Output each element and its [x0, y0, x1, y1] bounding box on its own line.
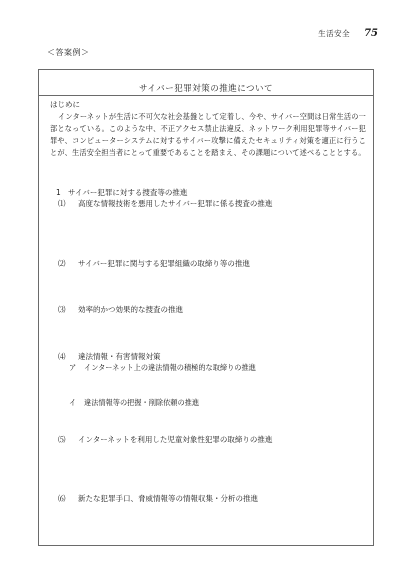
item-2-number: ⑵	[58, 259, 66, 268]
subitem-a-heading	[69, 363, 256, 373]
item-1-title: 高度な情報技術を悪用したサイバー犯罪に係る捜査の推進	[78, 199, 273, 208]
intro-heading: はじめに	[50, 100, 80, 109]
subitem-i-heading	[69, 398, 199, 408]
item-2-title: サイバー犯罪に関与する犯罪組織の取締り等の推進	[78, 259, 250, 268]
document-title: サイバー犯罪対策の推進について	[138, 84, 274, 94]
item-5-title: インターネットを利用した児童対象性犯罪の取締りの推進	[78, 435, 273, 444]
section-name: 生活安全	[318, 29, 351, 38]
item-4-number: ⑷	[58, 352, 66, 361]
item-3-number: ⑶	[58, 305, 66, 314]
section-1-heading	[56, 187, 187, 198]
item-3-title: 効率的かつ効果的な捜査の推進	[78, 305, 183, 314]
item-5-number: ⑸	[58, 435, 66, 444]
item-4-title: 違法情報・有害情報対策	[78, 352, 161, 361]
section-1-title: サイバー犯罪に対する捜査等の推進	[68, 188, 188, 197]
subitem-a-number: ア	[69, 363, 77, 372]
running-head	[318, 28, 378, 39]
subitem-i-number: イ	[69, 398, 77, 407]
title-divider	[38, 95, 374, 96]
sample-answer-label: ＜答案例＞	[47, 48, 90, 57]
section-1-number: 1	[56, 188, 61, 197]
item-4-heading	[58, 351, 161, 362]
item-6-number: ⑹	[58, 494, 66, 503]
item-6-title: 新たな犯罪手口、脅威情報等の情報収集・分析の推進	[78, 494, 258, 503]
subitem-a-title: インターネット上の違法情報の積極的な取締りの推進	[84, 363, 256, 372]
intro-paragraph: インターネットが生活に不可欠な社会基盤として定着し、今や、サイバー空間は日常生活の一部となっている。このような中、不正アクセス禁止法違反、ネットワーク利用犯罪等サイバー犯罪や、コンピューターシステムに対するサイバー攻撃に備えたセキュリティ対策を適正に行うことが、生活安全担当者にとって重要であることを踏まえ、その課題について述べることとする。	[50, 112, 366, 157]
item-3-heading	[58, 304, 183, 315]
subitem-i-title: 違法情報等の把握・削除依頼の推進	[84, 398, 200, 407]
item-6-heading	[58, 493, 258, 504]
item-5-heading	[58, 434, 272, 445]
item-2-heading	[58, 258, 250, 269]
page-number: 75	[364, 28, 378, 39]
item-1-heading	[58, 198, 272, 209]
item-1-number: ⑴	[58, 199, 66, 208]
